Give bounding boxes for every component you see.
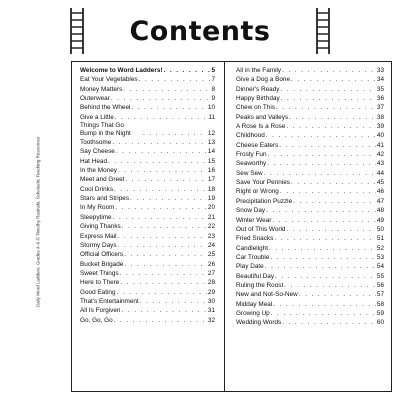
toc-leader-dots bbox=[113, 213, 207, 222]
toc-entry bbox=[80, 94, 215, 103]
toc-entry bbox=[80, 185, 215, 194]
toc-leader-dots bbox=[293, 197, 376, 206]
toc-entry bbox=[236, 309, 384, 318]
toc-entry bbox=[236, 318, 384, 327]
toc-entry-title: Beautiful Day bbox=[236, 272, 275, 280]
toc-entry-title: Winter Wear bbox=[236, 216, 272, 224]
toc-entry-title: Sew Sew bbox=[236, 169, 263, 177]
toc-entry bbox=[80, 138, 215, 147]
toc-entry-title: Precipitation Puzzle bbox=[236, 197, 293, 205]
toc-entry-page: 18 bbox=[207, 185, 215, 193]
toc-leader-dots bbox=[299, 290, 376, 299]
toc-entry bbox=[80, 316, 215, 325]
toc-leader-dots bbox=[120, 269, 207, 278]
toc-entry bbox=[80, 75, 215, 84]
toc-leader-dots bbox=[274, 234, 376, 243]
toc-leader-dots bbox=[120, 278, 207, 287]
toc-entry-page: 26 bbox=[207, 260, 215, 268]
toc-entry-title: That's Entertainment bbox=[80, 297, 139, 305]
toc-entry bbox=[80, 260, 215, 269]
toc-entry-title: Ruling the Roost bbox=[236, 281, 284, 289]
toc-entry bbox=[236, 300, 384, 309]
toc-entry-title: Hat Head bbox=[80, 157, 107, 165]
toc-entry-page: 27 bbox=[207, 269, 215, 277]
toc-entry bbox=[80, 122, 215, 138]
toc-entry-page: 59 bbox=[376, 309, 384, 317]
toc-entry-page: 20 bbox=[207, 204, 215, 212]
toc-leader-dots bbox=[164, 66, 211, 75]
toc-leader-dots bbox=[111, 94, 211, 103]
contents-column-right bbox=[236, 66, 384, 328]
toc-entry-page: 51 bbox=[376, 235, 384, 243]
toc-entry bbox=[236, 169, 384, 178]
toc-entry-title: Sleepytime bbox=[80, 213, 112, 221]
toc-leader-dots bbox=[286, 122, 376, 131]
toc-entry-page: 24 bbox=[207, 241, 215, 249]
toc-leader-dots bbox=[289, 113, 376, 122]
toc-entry-title: Car Trouble bbox=[236, 253, 270, 261]
toc-entry bbox=[236, 234, 384, 243]
toc-leader-dots bbox=[123, 85, 210, 94]
toc-entry-page: 36 bbox=[376, 95, 384, 103]
toc-entry-page: 5 bbox=[211, 67, 215, 74]
toc-leader-dots bbox=[114, 185, 207, 194]
toc-entry bbox=[236, 225, 384, 234]
toc-entry-page: 44 bbox=[376, 169, 384, 177]
toc-entry-title: All Is Forgiven bbox=[80, 307, 121, 315]
toc-entry-page: 49 bbox=[376, 216, 384, 224]
toc-entry-title: Dinner's Ready bbox=[236, 85, 280, 93]
toc-entry bbox=[80, 213, 215, 222]
toc-entry bbox=[80, 103, 215, 112]
toc-entry bbox=[80, 297, 215, 306]
toc-entry-page: 47 bbox=[376, 197, 384, 205]
toc-entry bbox=[236, 122, 384, 131]
toc-leader-dots bbox=[280, 187, 376, 196]
toc-leader-dots bbox=[125, 175, 206, 184]
toc-entry-title: Here to There bbox=[80, 279, 120, 287]
toc-entry-page: 56 bbox=[376, 281, 384, 289]
toc-entry-page: 11 bbox=[208, 113, 215, 121]
toc-leader-dots bbox=[275, 272, 376, 281]
toc-entry-title: Giving Thanks bbox=[80, 223, 121, 231]
toc-entry-title: Happy Birthday bbox=[236, 95, 280, 103]
toc-entry bbox=[80, 306, 215, 315]
toc-entry-page: 40 bbox=[376, 132, 384, 140]
toc-entry-page: 12 bbox=[207, 129, 215, 137]
toc-leader-dots bbox=[122, 306, 207, 315]
toc-entry-page: 8 bbox=[211, 85, 215, 93]
toc-leader-dots bbox=[118, 232, 207, 241]
toc-entry-title: Official Officers bbox=[80, 251, 124, 259]
toc-entry bbox=[80, 288, 215, 297]
toc-entry bbox=[236, 159, 384, 168]
toc-entry-page: 35 bbox=[376, 85, 384, 93]
toc-entry-page: 39 bbox=[376, 123, 384, 131]
toc-leader-dots bbox=[273, 300, 376, 309]
toc-entry-title: Seaworthy bbox=[236, 160, 267, 168]
toc-entry-page: 13 bbox=[207, 139, 215, 147]
toc-entry-title: Right or Wrong bbox=[236, 188, 279, 196]
toc-entry-page: 16 bbox=[207, 167, 215, 175]
toc-entry bbox=[236, 66, 384, 75]
toc-leader-dots bbox=[266, 131, 376, 140]
toc-entry bbox=[80, 278, 215, 287]
toc-entry bbox=[80, 222, 215, 231]
toc-entry bbox=[236, 113, 384, 122]
toc-leader-dots bbox=[122, 222, 207, 231]
page-title: Contents bbox=[129, 16, 271, 47]
toc-leader-dots bbox=[264, 169, 376, 178]
toc-entry-title: Stars and Stripes bbox=[80, 195, 130, 203]
toc-entry-page: 29 bbox=[207, 288, 215, 296]
toc-entry-title: Peaks and Valleys bbox=[236, 113, 289, 121]
toc-entry bbox=[236, 197, 384, 206]
toc-leader-dots bbox=[269, 244, 376, 253]
toc-leader-dots bbox=[272, 216, 375, 225]
toc-entry-title: Give a Dog a Bone bbox=[236, 76, 290, 84]
toc-entry-title: Fried Snacks bbox=[236, 235, 274, 243]
toc-entry bbox=[236, 216, 384, 225]
toc-entry-title: New and Not-So-New bbox=[236, 291, 298, 299]
toc-entry-title: Frosty Fun bbox=[236, 151, 267, 159]
toc-entry-title: Play Date bbox=[236, 263, 264, 271]
toc-entry-page: 30 bbox=[207, 297, 215, 305]
contents-page bbox=[24, 8, 384, 393]
toc-entry-page: 31 bbox=[207, 307, 215, 315]
toc-entry-page: 52 bbox=[376, 244, 384, 252]
toc-leader-dots bbox=[108, 157, 207, 166]
toc-leader-dots bbox=[115, 203, 206, 212]
toc-leader-dots bbox=[130, 194, 207, 203]
toc-entry bbox=[236, 262, 384, 271]
toc-entry-title: Express Mail bbox=[80, 232, 117, 240]
toc-entry bbox=[80, 232, 215, 241]
toc-entry bbox=[80, 203, 215, 212]
toc-entry-title: In the Money bbox=[80, 167, 117, 175]
toc-entry-page: 23 bbox=[207, 232, 215, 240]
toc-entry bbox=[236, 131, 384, 140]
side-credit: Daily Word Ladders: Grades 4–6 © Timothy Rasinski, Scholastic Teaching Resources bbox=[35, 136, 41, 308]
toc-entry-page: 7 bbox=[211, 76, 215, 84]
toc-entry-page: 37 bbox=[376, 104, 384, 112]
toc-entry-page: 38 bbox=[376, 113, 384, 121]
toc-entry bbox=[80, 113, 215, 122]
toc-entry bbox=[236, 206, 384, 215]
toc-entry-page: 43 bbox=[376, 160, 384, 168]
toc-entry-title: Out of This World bbox=[236, 225, 286, 233]
toc-entry bbox=[236, 75, 384, 84]
toc-entry-page: 14 bbox=[207, 148, 215, 156]
toc-entry bbox=[236, 290, 384, 299]
toc-entry-page: 58 bbox=[376, 300, 384, 308]
toc-entry bbox=[80, 147, 215, 156]
toc-leader-dots bbox=[281, 94, 376, 103]
toc-entry-page: 55 bbox=[376, 272, 384, 280]
toc-entry-title: Bucket Brigade bbox=[80, 260, 124, 268]
toc-leader-dots bbox=[291, 75, 376, 84]
toc-leader-dots bbox=[268, 150, 376, 159]
toc-entry bbox=[80, 66, 215, 75]
toc-leader-dots bbox=[118, 241, 207, 250]
toc-entry-page: 42 bbox=[376, 151, 384, 159]
toc-entry bbox=[80, 85, 215, 94]
contents-column-left bbox=[80, 66, 215, 325]
toc-entry bbox=[80, 250, 215, 259]
toc-leader-dots bbox=[114, 316, 207, 325]
toc-entry-page: 17 bbox=[207, 176, 215, 184]
toc-entry-title: Money Matters bbox=[80, 85, 123, 93]
toc-entry-title: Welcome to Word Ladders! bbox=[80, 67, 163, 74]
toc-leader-dots bbox=[282, 66, 376, 75]
toc-entry-title: Growing Up bbox=[236, 309, 270, 317]
toc-leader-dots bbox=[276, 103, 376, 112]
column-divider bbox=[224, 62, 225, 391]
toc-entry bbox=[80, 194, 215, 203]
toc-entry bbox=[236, 85, 384, 94]
toc-entry-title: Cheese Eaters bbox=[236, 141, 279, 149]
toc-leader-dots bbox=[143, 129, 207, 138]
toc-entry-title: Cool Drinks bbox=[80, 185, 114, 193]
toc-entry bbox=[236, 253, 384, 262]
toc-entry-page: 28 bbox=[207, 279, 215, 287]
toc-entry-page: 22 bbox=[207, 223, 215, 231]
toc-entry bbox=[236, 150, 384, 159]
toc-entry-page: 9 bbox=[211, 95, 215, 103]
toc-entry-title: In My Room bbox=[80, 204, 115, 212]
toc-entry-title: Wedding Words bbox=[236, 319, 282, 327]
toc-entry-page: 33 bbox=[376, 67, 384, 74]
toc-leader-dots bbox=[139, 75, 211, 84]
toc-entry-title: Good Eating bbox=[80, 288, 116, 296]
toc-leader-dots bbox=[282, 318, 376, 327]
toc-entry bbox=[80, 166, 215, 175]
toc-entry-title: Save Your Pennies bbox=[236, 179, 291, 187]
toc-entry-page: 41 bbox=[376, 141, 384, 149]
toc-leader-dots bbox=[112, 138, 207, 147]
toc-entry bbox=[80, 241, 215, 250]
toc-entry-title: Go, Go, Go bbox=[80, 316, 113, 324]
toc-entry-page: 25 bbox=[207, 251, 215, 259]
toc-leader-dots bbox=[118, 166, 207, 175]
toc-leader-dots bbox=[270, 253, 376, 262]
toc-entry-page: 10 bbox=[207, 104, 215, 112]
toc-entry-page: 54 bbox=[376, 263, 384, 271]
toc-entry-title: Behind the Wheel bbox=[80, 104, 131, 112]
toc-leader-dots bbox=[291, 178, 376, 187]
contents-box bbox=[71, 61, 392, 392]
toc-entry-title: Meet and Greet bbox=[80, 176, 125, 184]
toc-entry-page: 50 bbox=[376, 225, 384, 233]
toc-leader-dots bbox=[117, 288, 207, 297]
toc-entry bbox=[80, 175, 215, 184]
toc-leader-dots bbox=[265, 262, 376, 271]
toc-entry bbox=[236, 272, 384, 281]
toc-entry-title: Midday Meal bbox=[236, 300, 273, 308]
ladder-icon-right bbox=[314, 8, 332, 54]
toc-leader-dots bbox=[287, 225, 376, 234]
toc-entry-page: 34 bbox=[376, 76, 384, 84]
toc-entry bbox=[80, 157, 215, 166]
toc-entry-title: Things That Go Bump in the Night bbox=[80, 122, 131, 138]
toc-entry-title: Give a Little bbox=[80, 113, 114, 121]
toc-entry-title: Candlelight bbox=[236, 244, 268, 252]
toc-entry-page: 15 bbox=[207, 157, 215, 165]
toc-leader-dots bbox=[115, 113, 208, 122]
toc-entry bbox=[236, 94, 384, 103]
toc-entry-page: 48 bbox=[376, 207, 384, 215]
toc-entry-page: 45 bbox=[376, 179, 384, 187]
toc-entry-title: A Rose Is a Rose bbox=[236, 123, 286, 131]
toc-entry-page: 46 bbox=[376, 188, 384, 196]
toc-leader-dots bbox=[131, 103, 206, 112]
toc-leader-dots bbox=[140, 297, 207, 306]
toc-entry-title: Eat Your Vegetables bbox=[80, 76, 138, 84]
toc-leader-dots bbox=[267, 159, 376, 168]
toc-entry-page: 57 bbox=[376, 291, 384, 299]
toc-leader-dots bbox=[279, 141, 376, 150]
toc-leader-dots bbox=[124, 260, 207, 269]
toc-entry bbox=[236, 244, 384, 253]
toc-leader-dots bbox=[281, 85, 376, 94]
toc-entry-title: Toothsome bbox=[80, 139, 112, 147]
toc-entry-title: Say Cheese bbox=[80, 148, 115, 156]
toc-entry bbox=[236, 281, 384, 290]
toc-entry bbox=[236, 178, 384, 187]
toc-leader-dots bbox=[116, 147, 207, 156]
toc-entry-page: 19 bbox=[207, 195, 215, 203]
toc-entry-title: All in the Family bbox=[236, 67, 282, 74]
toc-leader-dots bbox=[284, 281, 376, 290]
toc-leader-dots bbox=[124, 250, 207, 259]
toc-entry-page: 21 bbox=[207, 213, 215, 221]
toc-entry-page: 53 bbox=[376, 253, 384, 261]
toc-entry bbox=[236, 187, 384, 196]
toc-entry-title: Childhood bbox=[236, 132, 265, 140]
toc-entry bbox=[236, 103, 384, 112]
toc-entry bbox=[80, 269, 215, 278]
toc-entry-page: 32 bbox=[207, 316, 215, 324]
toc-entry-title: Stormy Days bbox=[80, 241, 117, 249]
toc-entry-title: Outerwear bbox=[80, 95, 110, 103]
toc-entry-page: 60 bbox=[376, 319, 384, 327]
toc-leader-dots bbox=[271, 309, 376, 318]
toc-entry-title: Snow Day bbox=[236, 207, 266, 215]
toc-leader-dots bbox=[266, 206, 376, 215]
toc-entry-title: Chew on This bbox=[236, 104, 275, 112]
toc-entry bbox=[236, 141, 384, 150]
toc-entry-title: Sweet Things bbox=[80, 269, 119, 277]
